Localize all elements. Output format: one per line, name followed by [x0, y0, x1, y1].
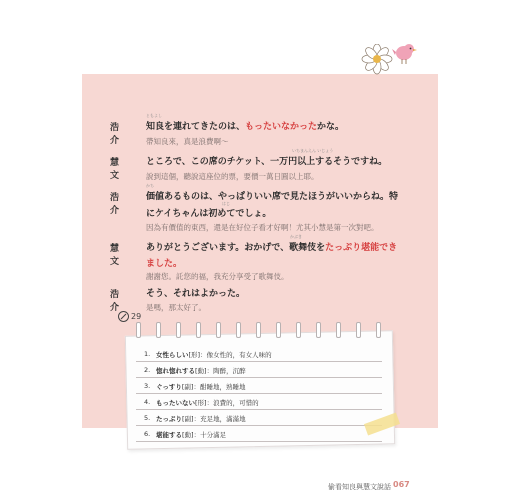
vocab-meaning: ：陶醉，沉醉 [206, 367, 246, 375]
ring-hole [316, 322, 321, 338]
disc-icon [118, 311, 129, 322]
track-number: 29 [131, 312, 142, 321]
ruby-text: はじ [222, 201, 230, 206]
speaker-name: 浩介 [110, 290, 120, 313]
ring-hole [256, 322, 261, 338]
vocab-pos: [副] [181, 383, 194, 391]
vocab-number: 4. [144, 398, 151, 406]
dialogue-line-jp: にケイちゃんは初めてでしょ。 [146, 209, 272, 219]
vocab-word: 惚れ惚れする [156, 367, 195, 375]
ruby-text: かぶき [290, 234, 302, 239]
ring-hole [136, 322, 141, 338]
vocab-word: 堪能する [156, 431, 182, 439]
ring-hole [376, 322, 381, 338]
ring-hole [356, 322, 361, 338]
dialogue-line-jp: ところで、この席のチケット、一万円以上するそうですね。 [146, 157, 388, 167]
vocab-pos: [形] [188, 351, 201, 359]
ring-hole [176, 322, 181, 338]
vocab-pos: [形] [195, 399, 207, 407]
speaker-name: 浩介 [110, 123, 120, 146]
vocab-item [136, 394, 382, 410]
vocab-pos: [副] [182, 415, 194, 423]
vocab-text [156, 430, 226, 439]
vocab-number: 5. [144, 414, 151, 422]
dialogue-line-jp [146, 119, 344, 132]
vocab-number: 2. [144, 366, 151, 374]
vocab-item [136, 346, 382, 362]
vocab-number: 6. [144, 430, 151, 438]
dialogue-line-zh: 帶知良來，真是浪費啊～ [146, 137, 229, 146]
vocab-word: 女性らしい [156, 351, 189, 359]
vocab-text [156, 366, 246, 375]
ring-hole [216, 322, 221, 338]
vocab-pos: [動] [182, 431, 194, 439]
vocab-word: もったいない [156, 399, 195, 407]
jp-segment-highlight: ました。 [146, 259, 183, 269]
dialogue-line-zh: 說到這個，聽說這座位的票，要價一萬日圓以上耶。 [146, 172, 319, 181]
vocab-meaning: ：十分滿足 [193, 431, 227, 439]
vocab-meaning: ：浪費的，可惜的 [206, 399, 259, 407]
vocab-item [136, 426, 382, 442]
speaker-name: 浩介 [110, 193, 120, 216]
vocab-pos: [動] [195, 367, 207, 375]
vocab-item [136, 378, 382, 394]
speaker-name: 慧文 [110, 158, 120, 181]
dialogue-line-zh: 是嗎，那太好了。 [146, 303, 206, 312]
vocab-number: 3. [144, 382, 151, 390]
speaker-name: 慧文 [110, 244, 120, 267]
dialogue-line-jp: 価値あるものは、やっぱりいい席で見たほうがいいからね。特 [146, 192, 399, 202]
ruby-text: いちまんえん いじょう [292, 148, 334, 153]
jp-segment-highlight: たっぷり堪能でき [325, 243, 398, 253]
ring-hole [196, 322, 201, 338]
dialogue-line-zh: 謝謝您。託您的福，我充分享受了歌舞伎。 [146, 272, 289, 281]
vocab-text [156, 350, 272, 359]
vocab-item [136, 362, 382, 378]
notebook-holes [126, 322, 392, 340]
vocab-item [136, 410, 382, 426]
vocab-word: たっぷり [156, 415, 182, 423]
jp-segment: かな。 [317, 122, 345, 132]
dialogue-line-jp [146, 256, 182, 269]
ring-hole [156, 322, 161, 338]
flower-icon [361, 44, 395, 76]
vocab-meaning: ：酣睡地，熟睡地 [193, 383, 246, 391]
jp-segment-highlight: もったいなかった [245, 122, 318, 132]
vocab-meaning: ：像女性的，有女人味的 [200, 351, 272, 359]
ring-hole [276, 322, 281, 338]
ring-hole [336, 322, 341, 338]
vocab-meaning: ：充足地，滿滿地 [193, 415, 246, 423]
dialogue-line-jp: そう、それはよかった。 [146, 289, 246, 299]
dialogue-line-zh: 因為有價值的東西，還是在好位子看才好啊！尤其小慧是第一次對吧。 [146, 223, 379, 232]
audio-track[interactable] [118, 311, 141, 322]
page-number: 067 [393, 480, 410, 489]
vocab-text [156, 414, 246, 423]
vocab-number: 1. [144, 350, 151, 358]
dialogue-line-jp [146, 240, 397, 253]
footer-title: 偷看知良與慧文說話 [328, 483, 391, 491]
ring-hole [236, 322, 241, 338]
bird-icon [392, 40, 418, 66]
vocab-text [156, 398, 259, 407]
jp-segment: 知良を連れてきたのは、 [146, 122, 246, 132]
ring-hole [296, 322, 301, 338]
vocab-text [156, 382, 245, 391]
ruby-text: ともよし [146, 113, 162, 118]
ruby-text: かち [146, 183, 154, 188]
jp-segment: ありがとうございます。おかげで、歌舞伎を [146, 243, 326, 253]
vocab-word: ぐっすり [156, 383, 182, 391]
